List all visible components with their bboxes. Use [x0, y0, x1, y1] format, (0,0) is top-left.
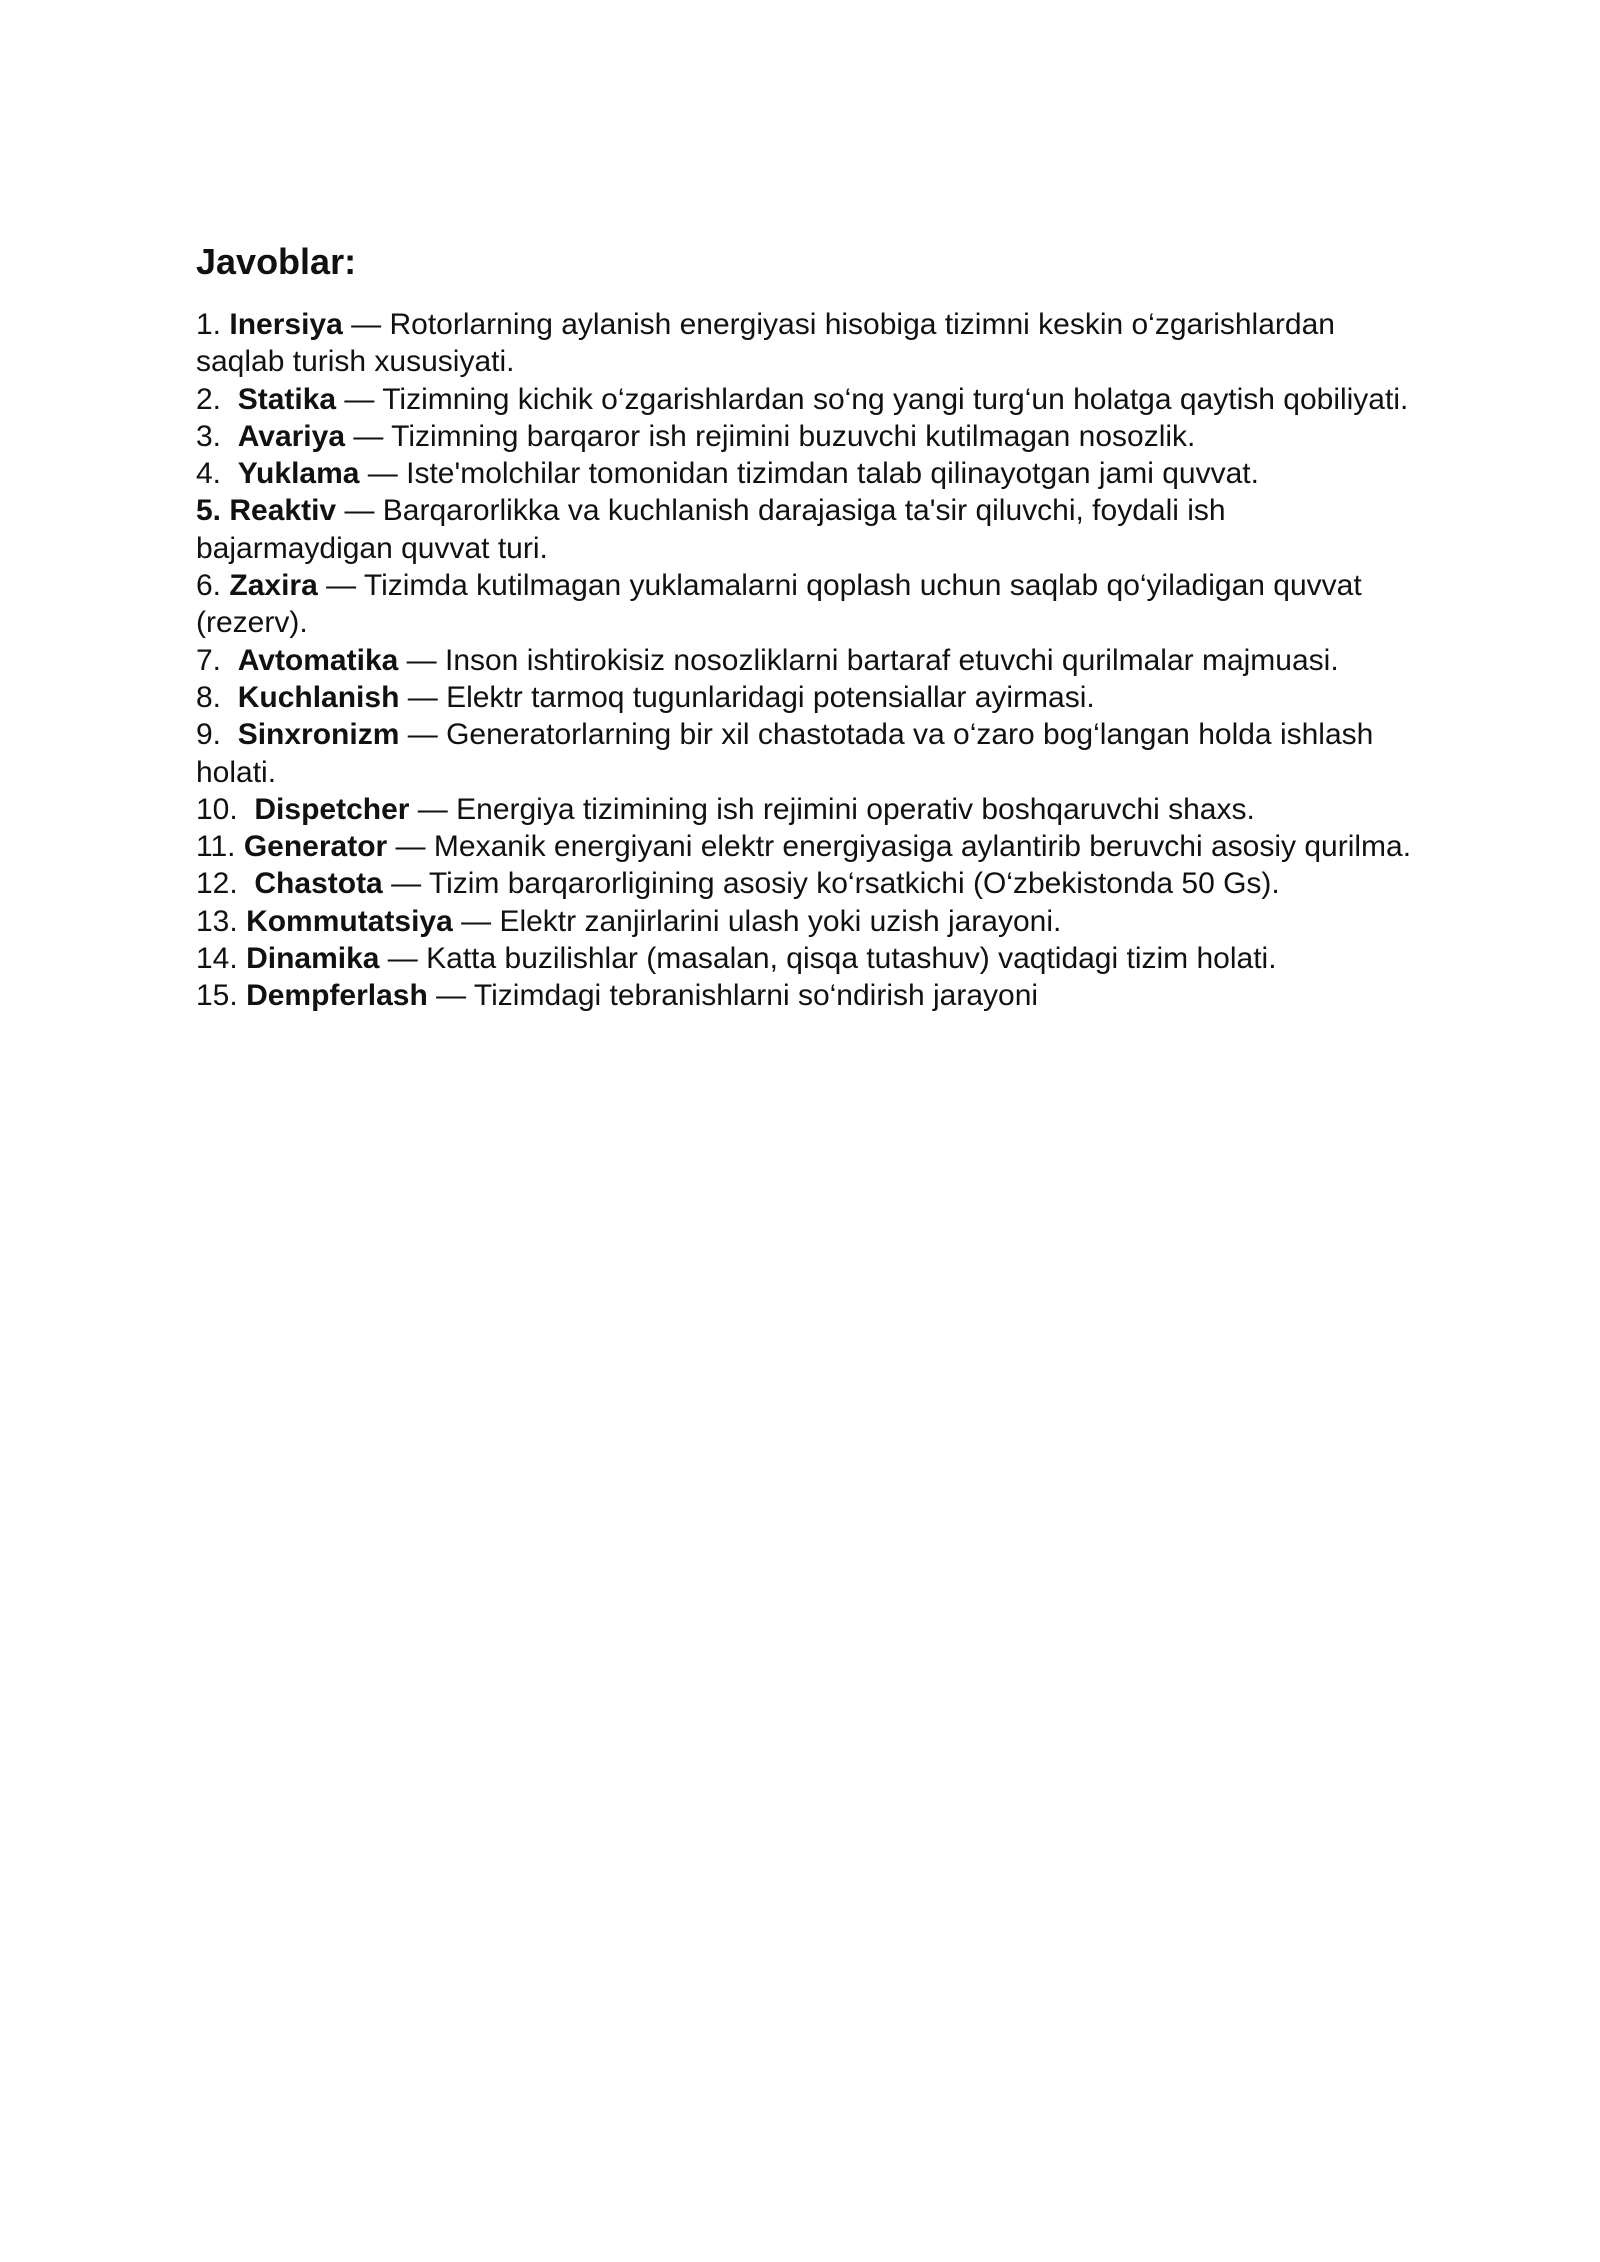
answer-item: [196, 567, 1426, 642]
answer-definition: — Tizimda kutilmagan yuklamalarni qoplash uchun saqlab qo‘yiladigan quvvat (rezerv).: [196, 569, 1362, 640]
answer-spacer: [238, 979, 246, 1012]
answer-term: Dinamika: [246, 942, 380, 976]
answer-term: Avariya: [237, 419, 346, 453]
answer-item: [196, 940, 1426, 977]
answer-spacer: [221, 644, 238, 677]
answer-definition: — Tizimdagi tebranishlarni so‘ndirish jarayoni: [427, 979, 1039, 1013]
answer-item: [196, 492, 1426, 567]
page-title: Javoblar:: [196, 241, 357, 282]
answer-definition: — Energiya tizimining ish rejimini operativ boshqaruvchi shaxs.: [409, 792, 1255, 826]
answer-number: 15.: [196, 979, 238, 1013]
answer-definition: — Barqarorlikka va kuchlanish darajasiga ta'sir qiluvchi, foydali ish bajarmaydigan quvvat turi.: [196, 494, 1226, 565]
answer-definition: — Inson ishtirokisiz nosozliklarni bartaraf etuvchi qurilmalar majmuasi.: [398, 643, 1339, 677]
answer-item: [196, 418, 1426, 455]
document-page: [196, 240, 1426, 1015]
answer-spacer: [238, 905, 246, 938]
answer-number: 7.: [196, 643, 222, 677]
answer-definition: — Elektr tarmoq tugunlaridagi potensiallar ayirmasi.: [399, 680, 1095, 714]
answer-spacer: [221, 420, 238, 453]
answer-term: Avtomatika: [237, 643, 399, 677]
answer-definition: — Rotorlarning aylanish energiyasi hisobiga tizimni keskin o‘zgarishlardan saqlab turish xususiyati.: [196, 308, 1335, 379]
answer-item: [196, 828, 1426, 865]
answer-spacer: [221, 681, 238, 714]
answer-spacer: [238, 867, 255, 900]
answer-term: Dispetcher: [254, 792, 410, 826]
answer-term: Kuchlanish: [237, 680, 400, 714]
answer-item: [196, 455, 1426, 492]
answer-spacer: [238, 793, 255, 826]
answer-term: Reaktiv: [229, 494, 337, 528]
answer-term: Generator: [243, 830, 388, 864]
answer-number: 10.: [196, 792, 238, 826]
answer-item: [196, 679, 1426, 716]
answer-spacer: [221, 383, 238, 416]
answer-number: 4.: [196, 457, 222, 491]
answer-item: [196, 903, 1426, 940]
answer-term: Statika: [237, 382, 337, 416]
answer-item: [196, 642, 1426, 679]
answer-number: 14.: [196, 942, 238, 976]
answer-item: [196, 716, 1426, 791]
answer-definition: — Generatorlarning bir xil chastotada va o‘zaro bog‘langan holda ishlash holati.: [196, 718, 1374, 789]
answer-number: 1.: [196, 308, 222, 341]
answer-spacer: [221, 718, 238, 751]
answer-number: 5.: [196, 494, 222, 528]
answer-definition: — Tizim barqarorligining asosiy ko‘rsatkichi (O‘zbekistonda 50 Gs).: [382, 867, 1280, 901]
answer-definition: — Tizimning kichik o‘zgarishlardan so‘ng yangi turg‘un holatga qaytish qobiliyati.: [336, 382, 1409, 416]
answer-number: 11.: [196, 830, 236, 864]
answer-item: [196, 977, 1426, 1014]
answer-number: 12.: [196, 867, 238, 901]
answer-item: [196, 865, 1426, 902]
answer-list: [196, 306, 1426, 1015]
answer-definition: — Mexanik energiyani elektr energiyasiga aylantirib beruvchi asosiy qurilma.: [387, 830, 1412, 864]
answer-definition: — Katta buzilishlar (masalan, qisqa tutashuv) vaqtidagi tizim holati.: [379, 942, 1277, 976]
answer-item: [196, 306, 1426, 381]
answer-definition: — Iste'molchilar tomonidan tizimdan talab qilinayotgan jami quvvat.: [359, 457, 1259, 491]
answer-term: Dempferlash: [246, 979, 428, 1013]
answer-spacer: [221, 457, 238, 490]
answer-number: 6.: [196, 569, 222, 603]
answer-term: Sinxronizm: [237, 718, 400, 752]
answer-number: 2.: [196, 382, 222, 416]
answer-term: Inersiya: [229, 308, 343, 341]
answer-term: Chastota: [254, 867, 383, 901]
answer-item: [196, 381, 1426, 418]
answer-number: 3.: [196, 419, 222, 453]
answer-spacer: [238, 942, 246, 975]
answer-number: 13.: [196, 904, 238, 938]
answer-item: [196, 791, 1426, 828]
answer-term: Kommutatsiya: [246, 904, 453, 938]
answer-spacer: [235, 830, 243, 863]
answer-number: 8.: [196, 680, 222, 714]
answer-term: Yuklama: [237, 457, 360, 491]
answer-definition: — Elektr zanjirlarini ulash yoki uzish jarayoni.: [452, 904, 1062, 938]
answer-definition: — Tizimning barqaror ish rejimini buzuvchi kutilmagan nosozlik.: [345, 419, 1196, 453]
answer-number: 9.: [196, 718, 222, 752]
answer-term: Zaxira: [229, 569, 318, 603]
